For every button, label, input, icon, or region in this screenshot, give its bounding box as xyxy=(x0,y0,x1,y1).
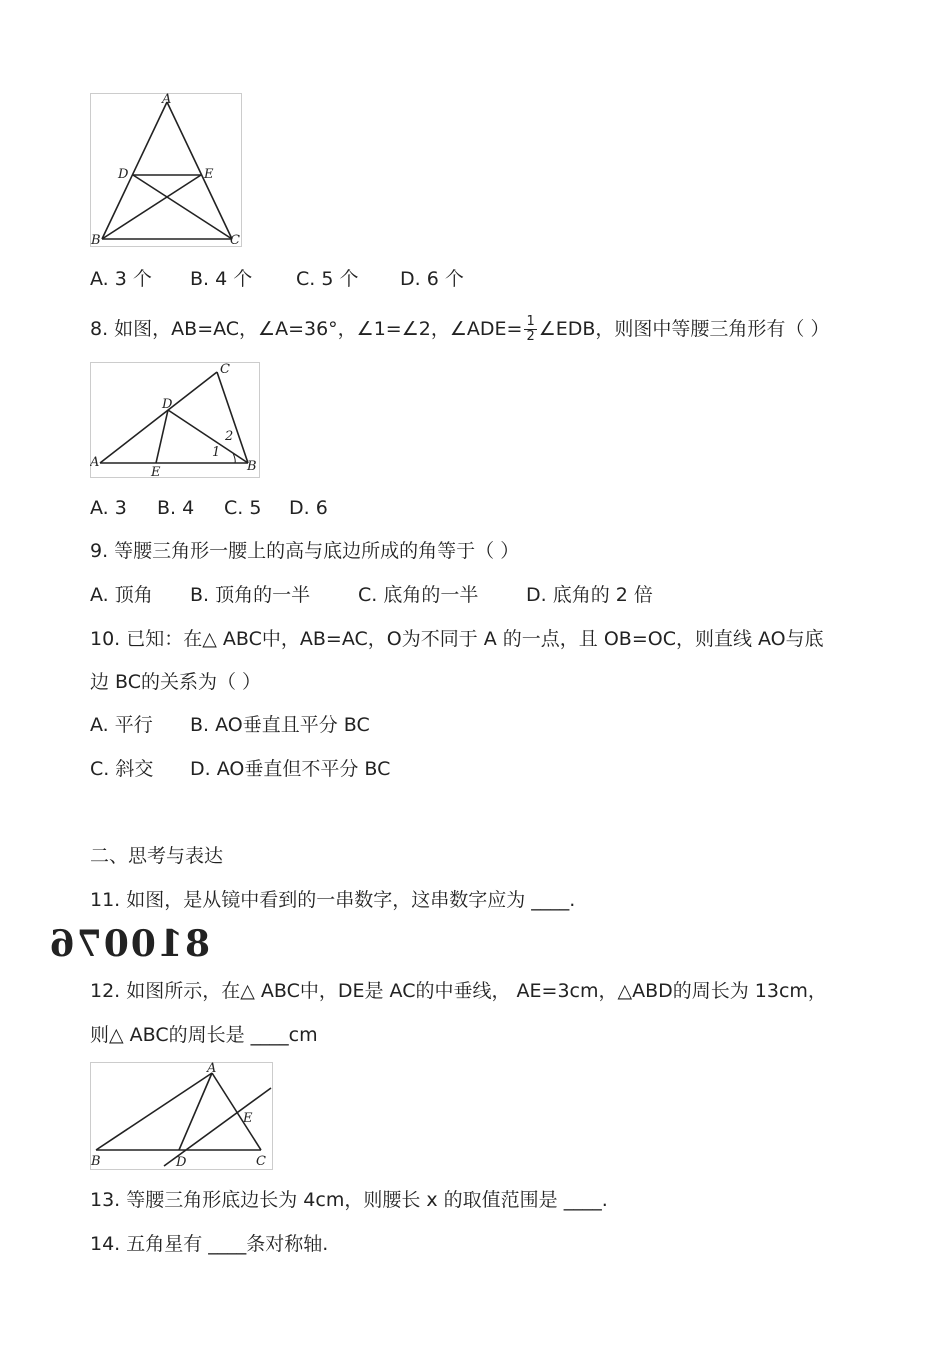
fig3-label-d: D xyxy=(176,1155,187,1170)
fig3-label-c: C xyxy=(256,1154,266,1169)
fig2-label-e: E xyxy=(151,465,161,478)
q12-line-2: 则△ ABC的周长是 ____cm xyxy=(90,1024,318,1046)
fig1-label-b: B xyxy=(91,233,101,247)
fig3-label-b: B xyxy=(91,1154,101,1169)
fig1-label-a: A xyxy=(162,93,172,107)
q10-option-a: A. 平行 xyxy=(90,714,153,736)
fig3-label-e: E xyxy=(243,1111,253,1126)
q7-option-d: D. 6 个 xyxy=(400,268,464,290)
q8-fraction xyxy=(524,315,536,344)
q9-option-a: A. 顶角 xyxy=(90,584,153,606)
q10-options-row-1 xyxy=(90,712,370,738)
fig1-label-c: C xyxy=(230,233,240,247)
q9-option-b: B. 顶角的一半 xyxy=(190,584,311,606)
q8-suffix: ∠EDB，则图中等腰三角形有（ ） xyxy=(538,318,830,340)
fig2-label-a: A xyxy=(90,455,100,470)
q7-options xyxy=(90,266,464,292)
fig1-label-e: E xyxy=(204,167,214,182)
figure-triangle-abc-angles xyxy=(90,362,260,478)
q10-option-c: C. 斜交 xyxy=(90,758,154,780)
q8-option-d: D. 6 xyxy=(289,497,328,519)
q8-frac-den: 2 xyxy=(526,329,535,344)
q8-prefix: 8. 如图，AB=AC，∠A=36°，∠1=∠2，∠ADE= xyxy=(90,318,523,340)
q10-line-2: 边 BC的关系为（ ） xyxy=(90,671,262,693)
q9-options xyxy=(90,582,653,608)
fig1-label-d: D xyxy=(118,167,129,182)
fig3-label-a: A xyxy=(207,1062,217,1076)
q8-options xyxy=(90,495,328,521)
q11-mirror-digits: 810076 xyxy=(47,923,210,965)
fig2-label-b: B xyxy=(247,459,257,474)
q8-option-c: C. 5 xyxy=(224,497,262,519)
q11-question: 11. 如图，是从镜中看到的一串数字，这串数字应为 ____. xyxy=(90,889,576,911)
q7-option-a: A. 3 个 xyxy=(90,268,152,290)
q8-option-a: A. 3 xyxy=(90,497,127,519)
figure-triangle-ade xyxy=(90,93,242,247)
q10-option-d: D. AO垂直但不平分 BC xyxy=(190,758,391,780)
q7-option-c: C. 5 个 xyxy=(296,268,359,290)
section-heading: 二、思考与表达 xyxy=(90,845,224,867)
q9-option-c: C. 底角的一半 xyxy=(358,584,479,606)
q8-frac-num: 1 xyxy=(526,314,535,329)
q10-line-1: 10. 已知：在△ ABC中，AB=AC，O为不同于 A 的一点，且 OB=OC，则直线 AO与底 xyxy=(90,628,824,650)
q12-line-1: 12. 如图所示，在△ ABC中，DE是 AC的中垂线， AE=3cm，△ABD的周长为 13cm， xyxy=(90,980,827,1002)
fig2-angle-1: 1 xyxy=(212,445,221,460)
q10-option-b: B. AO垂直且平分 BC xyxy=(190,714,370,736)
fig2-label-c: C xyxy=(220,362,230,377)
q10-options-row-2 xyxy=(90,756,390,782)
fig2-angle-2: 2 xyxy=(225,429,234,444)
q9-option-d: D. 底角的 2 倍 xyxy=(526,584,653,606)
q8-option-b: B. 4 xyxy=(157,497,195,519)
q7-option-b: B. 4 个 xyxy=(190,268,253,290)
fig2-label-d: D xyxy=(162,397,173,412)
q9-question: 9. 等腰三角形一腰上的高与底边所成的角等于（ ） xyxy=(90,540,520,562)
q8-question xyxy=(90,312,829,346)
q13-question: 13. 等腰三角形底边长为 4cm，则腰长 x 的取值范围是 ____. xyxy=(90,1189,608,1211)
q14-question: 14. 五角星有 ____条对称轴. xyxy=(90,1233,329,1255)
figure-perpendicular-bisector xyxy=(90,1062,273,1170)
